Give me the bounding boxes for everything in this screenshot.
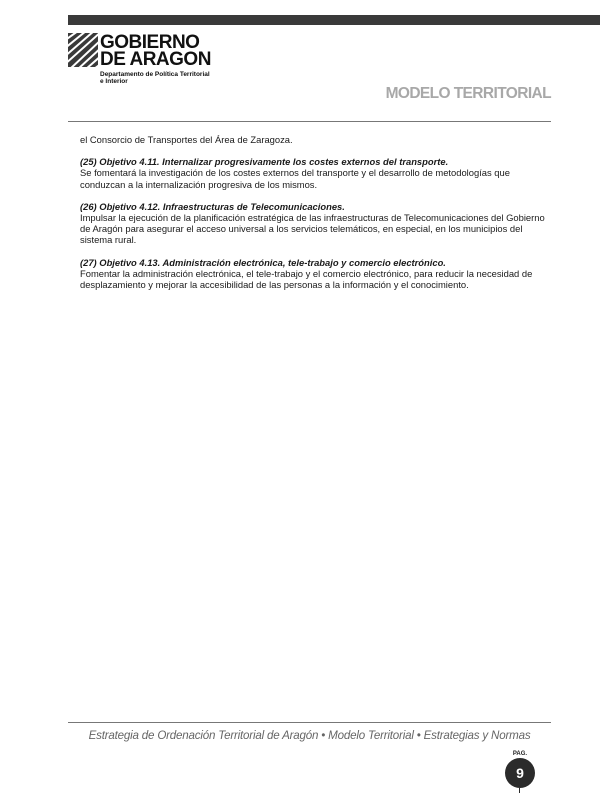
objective-body: Se fomentará la investigación de los costes externos del transporte y el desarrollo de metodologías que conduzcan a la internalización progresiva de los mismos. [80,167,510,190]
objective-4-12 [80,201,548,246]
logo-title-line1: GOBIERNO [100,32,200,53]
objective-body: Impulsar la ejecución de la planificación estratégica de las infraestructuras de Telecomunicaciones del Gobierno de Aragón para asegurar el acceso universal a los servicios telemáticos, en especial, en los municipios del sistema rural. [80,212,545,246]
objective-4-13 [80,257,548,291]
header-divider [68,121,551,122]
footer-divider [68,722,551,723]
objective-4-11 [80,156,548,190]
gobierno-aragon-logo [68,33,218,89]
objective-heading: (25) Objetivo 4.11. Internalizar progresivamente los costes externos del transporte. [80,156,449,168]
section-title: MODELO TERRITORIAL [385,85,551,102]
objective-heading: (27) Objetivo 4.13. Administración electrónica, tele-trabajo y comercio electrónico. [80,256,446,268]
objective-heading: (26) Objetivo 4.12. Infraestructuras de Telecomunicaciones. [80,200,345,212]
page-label: PAG. [512,751,528,757]
aragon-emblem-icon [68,33,98,67]
department-line2: e Interior [100,78,128,85]
objective-body: Fomentar la administración electrónica, el tele-trabajo y el comercio electrónico, para reducir la necesidad de desplazamiento y mejorar la accesibilidad de las personas a la información y el conocimiento. [80,267,533,291]
department-name [100,71,210,85]
department-line1: Departamento de Política Territorial [100,71,210,78]
logo-title-line2: DE ARAGON [100,49,211,70]
page-marker-tick [519,788,520,793]
page-number: 9 [505,758,535,788]
intro-paragraph: el Consorcio de Transportes del Área de Zaragoza. [80,134,293,145]
footer-text: Estrategia de Ordenación Territorial de Aragón • Modelo Territorial • Estrategias y Normas [88,729,531,742]
document-body [80,134,548,301]
top-bar [68,15,600,25]
